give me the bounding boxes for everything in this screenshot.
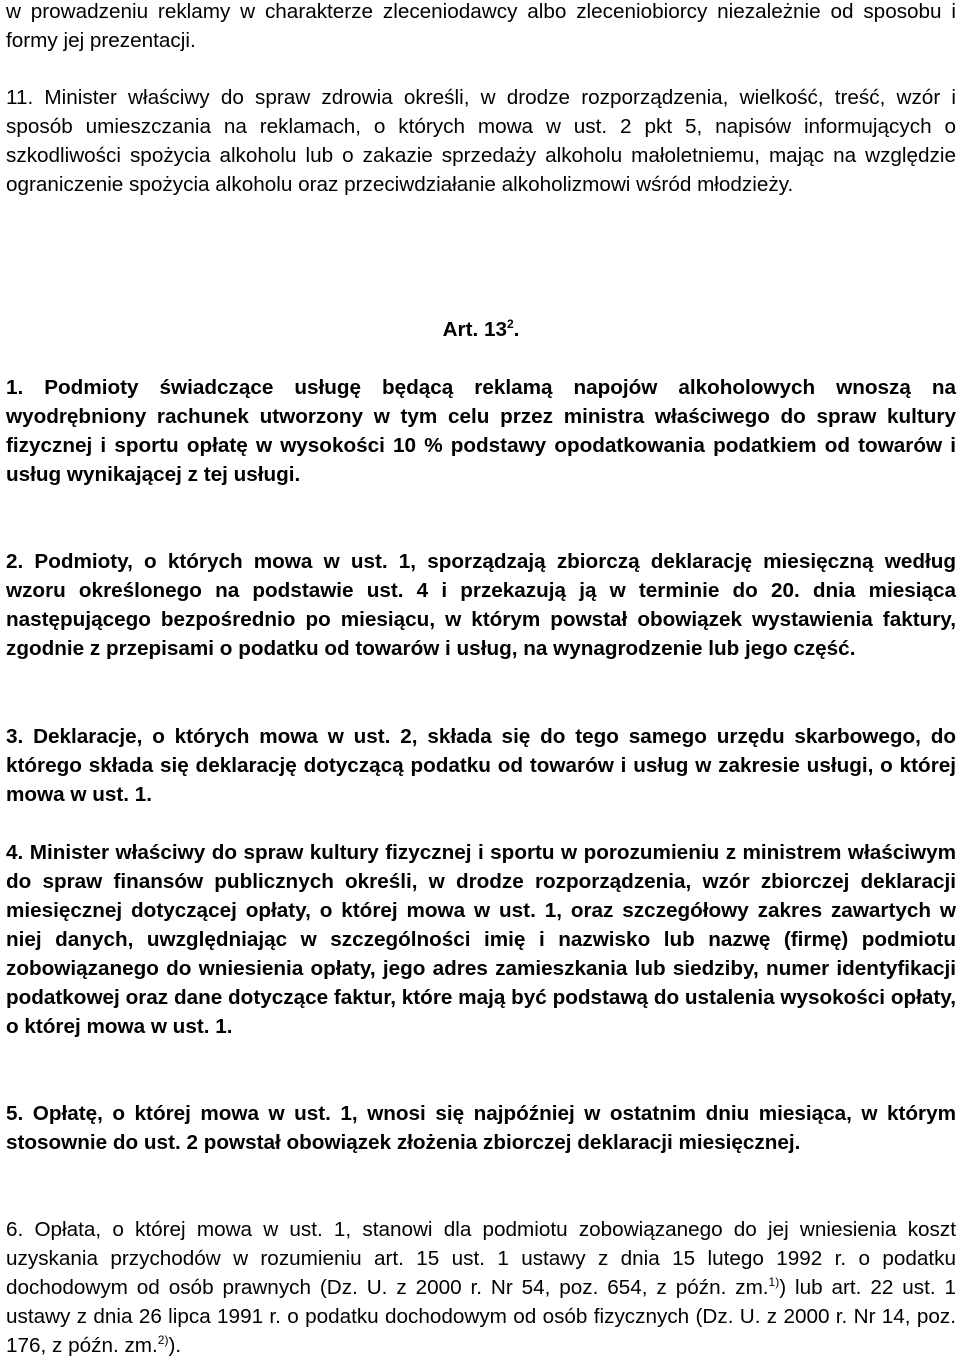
paragraph-4: 4. Minister właściwy do spraw kultury fizycznej i sportu w porozumieniu z ministrem właściwym do spraw finansów publicznych określi, w drodze rozporządzenia, wzór zbiorczej deklaracji miesięcznej dotyczącej opłaty, o której mowa w ust. 1, oraz szczegółowy zakres zawartych w niej danych, uwzględniając w szczególności imię i nazwisko lub nazwę (firmę) podmiotu zobowiązanego do wniesienia opłaty, jego adres zamieszkania lub siedziby, numer identyfikacji podatkowej oraz dane dotyczące faktur, które mają być podstawą do ustalenia wysokości opłaty, o której mowa w ust. 1. (6, 841, 956, 1038)
article-heading (6, 315, 956, 344)
article-heading-prefix: Art. 13 (442, 318, 507, 341)
paragraph-intro: w prowadzeniu reklamy w charakterze zleceniodawcy albo zleceniobiorcy niezależnie od sposobu i formy jej prezentacji. (6, 0, 956, 52)
paragraph-6-part3: ). (168, 1334, 182, 1357)
paragraph-6-part2: ) lub art. 22 ust. 1 ustawy z dnia 26 lipca 1991 r. o podatku dochodowym od osób fizycznych (Dz. U. z 2000 r. Nr 14, poz. 176, z późn. zm. (6, 1276, 956, 1357)
footnote-ref-2: 2) (157, 1333, 169, 1347)
paragraph-6-part1: 6. Opłata, o której mowa w ust. 1, stanowi dla podmiotu zobowiązanego do jej wniesienia koszt uzyskania przychodów w rozumieniu art. 15 ust. 1 ustawy z dnia 15 lutego 1992 r. o podatku dochodowym od osób prawnych (Dz. U. z 2000 r. Nr 54, poz. 654, z późn. zm. (6, 1218, 956, 1299)
article-heading-suffix: . (513, 318, 520, 341)
paragraph-2: 2. Podmioty, o których mowa w ust. 1, sporządzają zbiorczą deklarację miesięczną według wzoru określonego na podstawie ust. 4 i przekazują ją w terminie do 20. dnia miesiąca następującego bezpośrednio po miesiącu, w którym powstał obowiązek wystawienia faktury, zgodnie z przepisami o podatku od towarów i usług, na wynagrodzenie lub jego część. (6, 550, 956, 660)
footnote-ref-1: 1) (768, 1275, 780, 1289)
paragraph-3: 3. Deklaracje, o których mowa w ust. 2, składa się do tego samego urzędu skarbowego, do którego składa się deklarację dotyczącą podatku od towarów i usług w zakresie usługi, o której mowa w ust. 1. (6, 725, 956, 806)
article-heading-superscript: 2 (506, 317, 514, 331)
paragraph-1: 1. Podmioty świadczące usługę będącą reklamą napojów alkoholowych wnoszą na wyodrębniony rachunek utworzony w tym celu przez ministra właściwego do spraw kultury fizycznej i sportu opłatę w wysokości 10 % podstawy opodatkowania podatkiem od towarów i usług wynikającej z tej usługi. (6, 376, 956, 486)
paragraph-11: 11. Minister właściwy do spraw zdrowia określi, w drodze rozporządzenia, wielkość, treść, wzór i sposób umieszczania na reklamach, o których mowa w ust. 2 pkt 5, napisów informujących o szkodliwości spożycia alkoholu lub o zakazie sprzedaży alkoholu małoletniemu, mając na względzie ograniczenie spożycia alkoholu oraz przeciwdziałanie alkoholizmowi wśród młodzieży. (6, 86, 956, 196)
paragraph-6 (6, 1215, 956, 1360)
paragraph-5: 5. Opłatę, o której mowa w ust. 1, wnosi się najpóźniej w ostatnim dniu miesiąca, w którym stosownie do ust. 2 powstał obowiązek złożenia zbiorczej deklaracji miesięcznej. (6, 1102, 956, 1154)
